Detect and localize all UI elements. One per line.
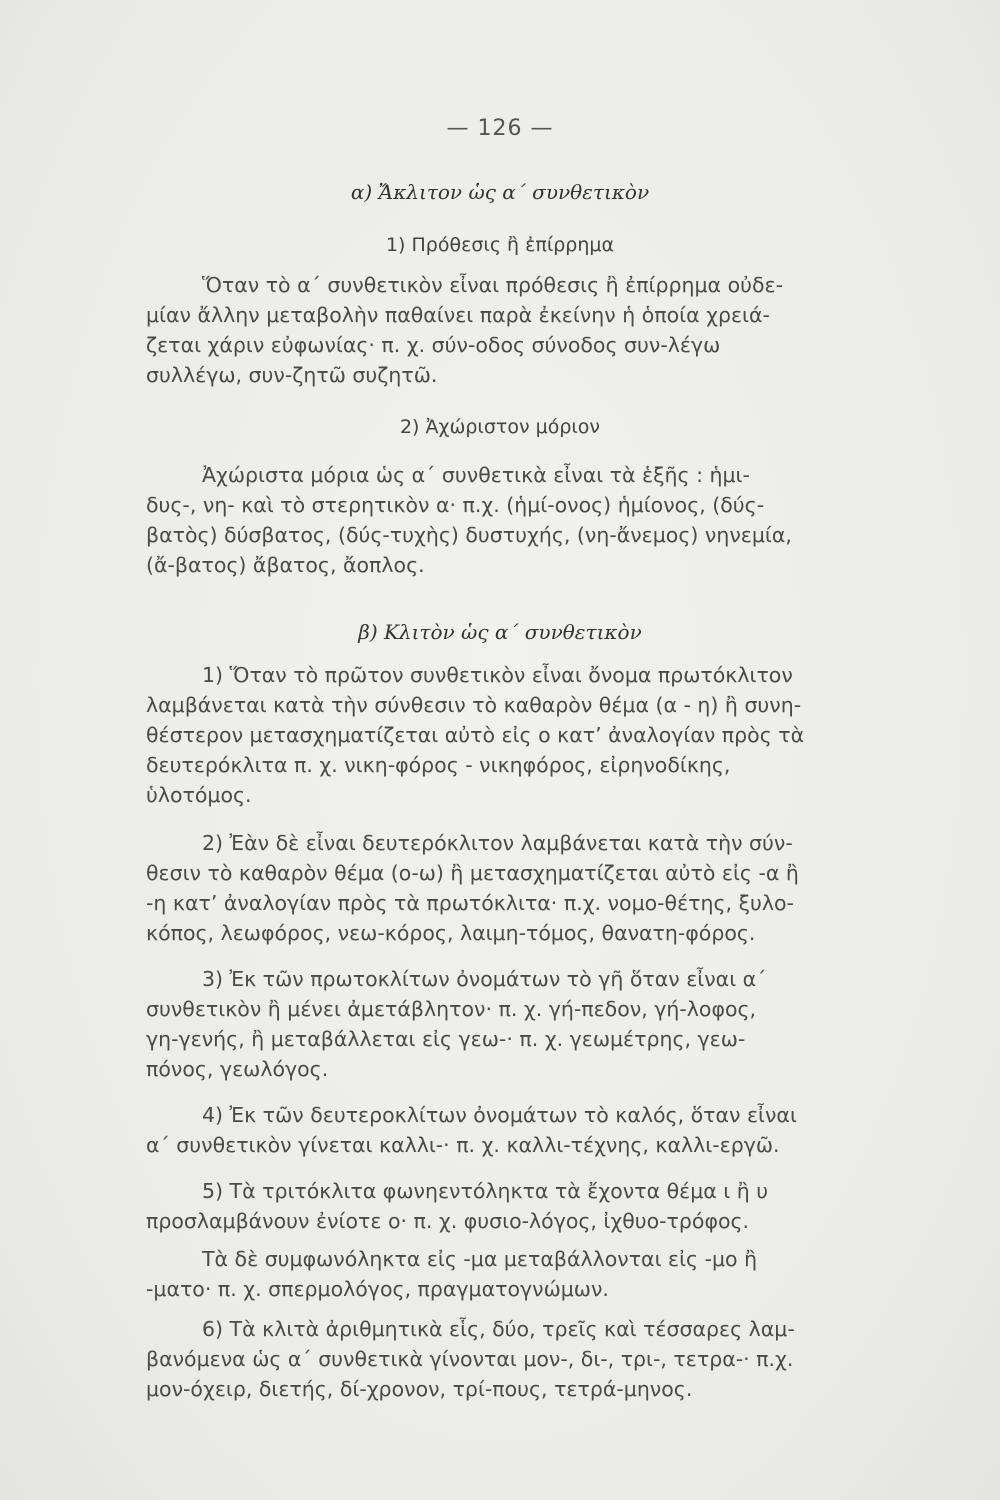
text-line: 2) Ἐὰν δὲ εἶναι δευτερόκλιτον λαμβάνεται κατὰ τὴν σύν- [202,831,793,855]
text-line: Τὰ δὲ συμφωνόληκτα εἰς -μα μεταβάλλονται εἰς -μο ἢ [202,1247,758,1271]
text-line: λαμβάνεται κατὰ τὴν σύνθεσιν τὸ καθαρὸν θέμα (α - η) ἢ συνη- [146,693,802,717]
text-line: 5) Τὰ τριτόκλιτα φωνηεντόληκτα τὰ ἔχοντα θέμα ι ἢ υ [202,1179,769,1203]
text-line: 1) Ὅταν τὸ πρῶτον συνθετικὸν εἶναι ὄνομα πρωτόκλιτον [202,663,793,687]
text-line: μον-όχειρ, διετής, δί-χρονον, τρί-πους, τετρά-μηνος. [146,1377,693,1401]
section-b-paragraph-5 [146,1176,942,1236]
text-line: πόνος, γεωλόγος. [146,1057,329,1081]
text-line: 3) Ἐκ τῶν πρωτοκλίτων ὀνομάτων τὸ γῆ ὅταν εἶναι α΄ [202,967,767,991]
section-a-paragraph-1 [146,270,942,390]
text-line: Ὅταν τὸ α΄ συνθετικὸν εἶναι πρόθεσις ἢ ἐπίρρημα οὐδε- [202,273,784,297]
section-b-paragraph-6 [146,1314,942,1404]
text-line: γη-γενής, ἢ μεταβάλλεται εἰς γεω-· π. χ. γεωμέτρης, γεω- [146,1027,746,1051]
text-line: θεσιν τὸ καθαρὸν θέμα (ο-ω) ἢ μετασχηματίζεται αὐτὸ εἰς -α ἢ [146,861,799,885]
section-a-heading: α) Ἄκλιτον ὡς α΄ συνθετικὸν [350,180,650,204]
text-line: -η κατ’ ἀναλογίαν πρὸς τὰ πρωτόκλιτα· π.χ. νομο-θέτης, ξυλο- [146,891,794,915]
text-line: συλλέγω, συν-ζητῶ συζητῶ. [146,363,438,387]
text-line: Ἀχώριστα μόρια ὡς α΄ συνθετικὰ εἶναι τὰ ἑξῆς : ἡμι- [202,463,750,487]
section-b-paragraph-5b [146,1244,942,1304]
section-a-paragraph-2 [146,460,942,580]
text-line: 4) Ἐκ τῶν δευτεροκλίτων ὀνομάτων τὸ καλός, ὅταν εἶναι [202,1103,797,1127]
text-line: θέστερον μετασχηματίζεται αὐτὸ εἰς ο κατ’ ἀναλογίαν πρὸς τὰ [146,723,805,747]
text-line: δυς-, νη- καὶ τὸ στερητικὸν α· π.χ. (ἡμί-ονος) ἡμίονος, (δύς- [146,493,765,517]
text-line: μίαν ἄλλην μεταβολὴν παθαίνει παρὰ ἐκείνην ἡ ὁποία χρειά- [146,303,770,327]
text-line: προσλαμβάνουν ἐνίοτε ο· π. χ. φυσιο-λόγος, ἰχθυο-τρόφος. [146,1209,750,1233]
page-number: — 126 — [446,116,554,141]
text-line: βατὸς) δύσβατος, (δύς-τυχὴς) δυστυχής, (νη-ἄνεμος) νηνεμία, [146,523,792,547]
section-b-paragraph-1 [146,660,942,810]
section-b-paragraph-4 [146,1100,942,1160]
section-b-paragraph-3 [146,964,942,1084]
text-line: ζεται χάριν εὐφωνίας· π. χ. σύν-οδος σύνοδος συν-λέγω [146,333,721,357]
text-line: δευτερόκλιτα π. χ. νικη-φόρος - νικηφόρος, εἰρηνοδίκης, [146,753,731,777]
section-b-heading: β) Κλιτὸν ὡς α΄ συνθετικὸν [358,620,642,644]
text-line: κόπος, λεωφόρος, νεω-κόρος, λαιμη-τόμος, θανατη-φόρος. [146,921,756,945]
text-line: συνθετικὸν ἢ μένει ἀμετάβλητον· π. χ. γή-πεδον, γή-λοφος, [146,997,757,1021]
text-line: -ματο· π. χ. σπερμολόγος, πραγματογνώμων. [146,1277,609,1301]
text-line: ὑλοτόμος. [146,783,252,807]
section-b-paragraph-2 [146,828,942,948]
text-line: α΄ συνθετικὸν γίνεται καλλι-· π. χ. καλλι-τέχνης, καλλι-εργῶ. [146,1133,780,1157]
text-line: βανόμενα ὡς α΄ συνθετικὰ γίνονται μον-, δι-, τρι-, τετρα-· π.χ. [146,1347,794,1371]
text-line: 6) Τὰ κλιτὰ ἀριθμητικὰ εἷς, δύο, τρεῖς καὶ τέσσαρες λαμ- [202,1317,795,1341]
section-a-subheading-2: 2) Ἀχώριστον μόριον [399,416,601,438]
section-a-subheading-1: 1) Πρόθεσις ἢ ἐπίρρημα [385,234,615,256]
text-line: (ἄ-βατος) ἄβατος, ἄοπλος. [146,553,425,577]
